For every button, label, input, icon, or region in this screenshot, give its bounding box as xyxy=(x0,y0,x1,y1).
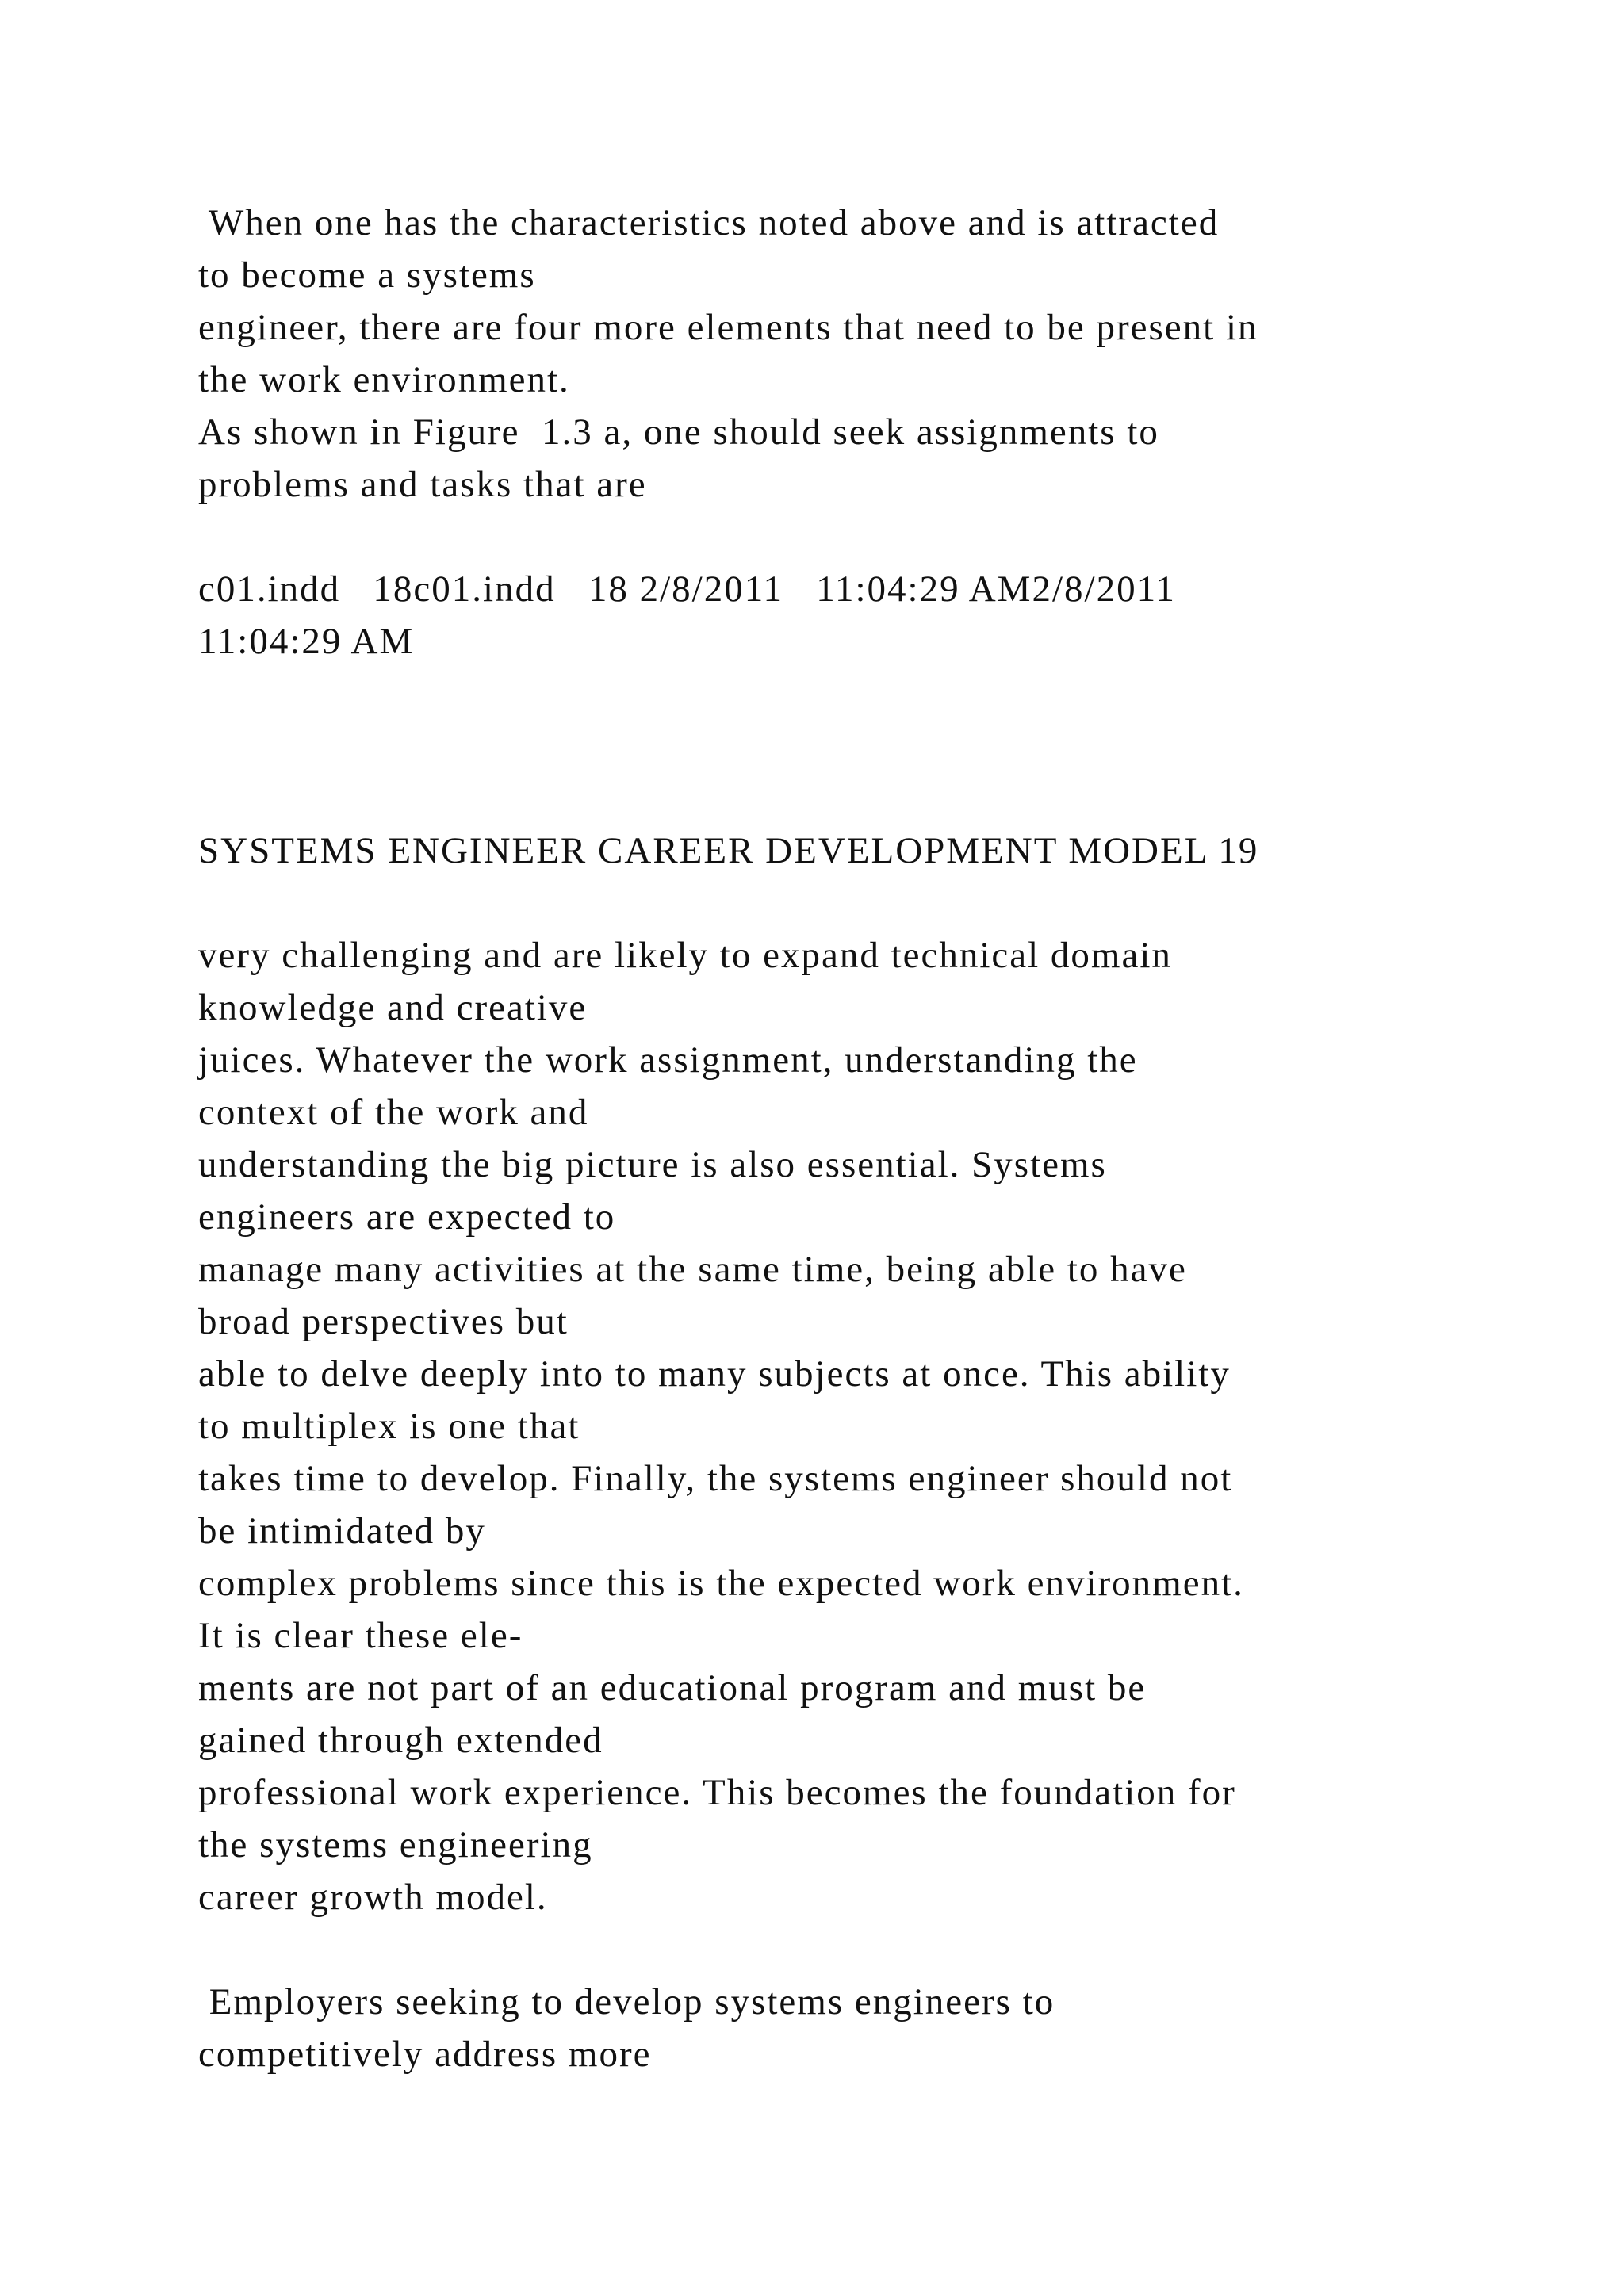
text-line: career growth model. xyxy=(198,1877,548,1918)
text-line: to become a systems xyxy=(198,254,536,296)
text-line: to multiplex is one that xyxy=(198,1406,580,1447)
document-page xyxy=(198,197,1546,2080)
text-line: understanding the big picture is also essential. Systems xyxy=(198,1144,1107,1185)
text-line: complex problems since this is the expected work environment. xyxy=(198,1563,1244,1604)
text-line: It is clear these ele- xyxy=(198,1615,523,1656)
running-header-text: SYSTEMS ENGINEER CAREER DEVELOPMENT MODEL 19 xyxy=(198,830,1259,871)
text-line: As shown in Figure 1.3 a, one should seek assignments to xyxy=(198,411,1159,453)
text-line: professional work experience. This becomes the foundation for xyxy=(198,1772,1236,1813)
text-line: the systems engineering xyxy=(198,1824,593,1866)
blank-line xyxy=(198,511,1546,563)
text-line: context of the work and xyxy=(198,1092,589,1133)
paragraph-body xyxy=(198,929,1546,1923)
paragraph-intro xyxy=(198,197,1546,511)
text-line: manage many activities at the same time, being able to have xyxy=(198,1249,1187,1290)
text-line: be intimidated by xyxy=(198,1510,486,1552)
blank-line xyxy=(198,1923,1546,1976)
text-line: juices. Whatever the work assignment, understanding the xyxy=(198,1039,1138,1081)
file-marker xyxy=(198,563,1546,668)
text-line: the work environment. xyxy=(198,359,570,400)
text-line: problems and tasks that are xyxy=(198,464,647,505)
blank-line xyxy=(198,877,1546,929)
text-line: When one has the characteristics noted above and is attracted xyxy=(198,202,1220,243)
file-marker-line: 11:04:29 AM xyxy=(198,621,415,662)
file-marker-line: c01.indd 18c01.indd 18 2/8/2011 11:04:29 AM2/8/2011 xyxy=(198,568,1176,610)
paragraph-employers xyxy=(198,1976,1546,2080)
blank-lines xyxy=(198,668,1546,825)
text-line: able to delve deeply into to many subjects at once. This ability xyxy=(198,1353,1231,1395)
text-line: knowledge and creative xyxy=(198,987,588,1028)
text-line: very challenging and are likely to expand technical domain xyxy=(198,935,1172,976)
text-line: engineers are expected to xyxy=(198,1196,616,1238)
text-line: broad perspectives but xyxy=(198,1301,569,1342)
text-line: competitively address more xyxy=(198,2034,652,2075)
text-line: ments are not part of an educational program and must be xyxy=(198,1667,1147,1709)
text-line: takes time to develop. Finally, the systems engineer should not xyxy=(198,1458,1233,1499)
text-line: engineer, there are four more elements that need to be present in xyxy=(198,307,1258,348)
text-line: gained through extended xyxy=(198,1720,603,1761)
text-line: Employers seeking to develop systems engineers to xyxy=(198,1981,1055,2022)
running-header xyxy=(198,825,1546,877)
